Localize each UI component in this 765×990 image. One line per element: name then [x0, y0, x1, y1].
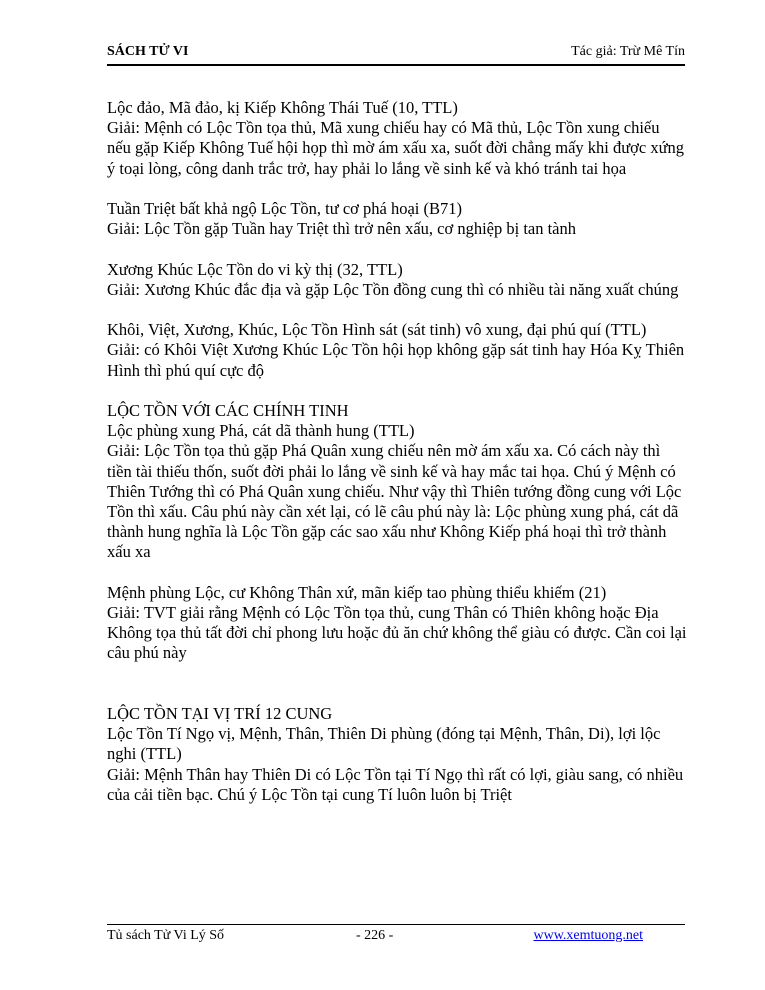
verse-block [107, 320, 687, 381]
verse-block [107, 260, 687, 300]
verse-explanation: Giải: Lộc Tồn tọa thủ gặp Phá Quân xung chiếu nên mờ ám xấu xa. Có cách này thì tiền tài thiếu thốn, suốt đời phải lo lắng về sinh kế và hay mắc tai họa. Chú ý Mệnh có Thiên Tướng thì có Phá Quân xung chiếu. Như vậy thì Thiên tướng đồng cung với Lộc Tồn thì xấu. Câu phú này cần xét lại, có lẽ câu phú này là: Lộc phùng xung phá, cát dã thành hung nghĩa là Lộc Tồn gặp các sao xấu như Không Kiếp phá hoại thì trở thành xấu xa [107, 441, 682, 562]
verse-block [107, 199, 687, 239]
verse-title: Lộc Tồn Tí Ngọ vị, Mệnh, Thân, Thiên Di phùng (đóng tại Mệnh, Thân, Di), lợi lộc nghi (TTL) [107, 724, 661, 764]
verse-explanation: Giải: Lộc Tồn gặp Tuần hay Triệt thì trở nên xấu, cơ nghiệp bị tan tành [107, 219, 577, 239]
verse-block [107, 401, 687, 563]
verse-title: Mệnh phùng Lộc, cư Không Thân xứ, mãn kiếp tao phùng thiểu khiếm (21) [107, 582, 607, 602]
page-number: - 226 - [356, 928, 394, 943]
page-header [107, 44, 685, 64]
verse-title: Tuần Triệt bất khả ngộ Lộc Tồn, tư cơ phá hoại (B71) [107, 199, 462, 218]
footer-divider [107, 924, 685, 925]
verse-explanation: Giải: Mệnh Thân hay Thiên Di có Lộc Tồn tại Tí Ngọ thì rất có lợi, giàu sang, có nhiều của cải tiền bạc. Chú ý Lộc Tồn tại cung Tí luôn luôn bị Triệt [107, 764, 684, 804]
verse-title: Xương Khúc Lộc Tồn do vi kỳ thị (32, TTL) [107, 259, 403, 279]
verse-block [107, 583, 687, 664]
section-heading: LỘC TỒN VỚI CÁC CHÍNH TINH [107, 400, 349, 420]
author-label: Tác giả: Trừ Mê Tín [571, 44, 685, 59]
verse-explanation: Giải: TVT giải rằng Mệnh có Lộc Tồn tọa thủ, cung Thân có Thiên không hoặc Địa Không tọa thủ tất đời chỉ phong lưu hoặc đủ ăn chứ không thể giàu có được. Cần coi lại câu phú này [107, 603, 687, 663]
verse-title: Khôi, Việt, Xương, Khúc, Lộc Tồn Hình sát (sát tinh) vô xung, đại phú quí (TTL) [107, 320, 647, 340]
section-heading: LỘC TỒN TẠI VỊ TRÍ 12 CUNG [107, 704, 333, 723]
verse-explanation: Giải: có Khôi Việt Xương Khúc Lộc Tồn hội họp không gặp sát tinh hay Hóa Kỵ Thiên Hình thì phú quí cực độ [107, 340, 685, 380]
verse-title: Lộc phùng xung Phá, cát dã thành hung (TTL) [107, 421, 415, 441]
verse-explanation: Giải: Mệnh có Lộc Tồn tọa thủ, Mã xung chiếu hay có Mã thủ, Lộc Tồn xung chiếu nếu gặp Kiếp Không Tuế hội họp thì mờ ám xấu xa, suốt đời chẳng mấy khi được xứng ý toại lòng, công danh trắc trở, hay phải lo lắng về sinh kế và khó tránh tai họa [107, 118, 685, 178]
page-content [107, 98, 687, 825]
website-link[interactable]: www.xemtuong.net [533, 928, 643, 943]
page-footer [107, 928, 685, 946]
verse-block [107, 704, 687, 805]
verse-title: Lộc đảo, Mã đảo, kị Kiếp Không Thái Tuế (10, TTL) [107, 98, 458, 117]
verse-block [107, 98, 687, 179]
series-name: Tủ sách Tử Vi Lý Số [107, 928, 225, 943]
book-title: SÁCH TỬ VI [107, 44, 189, 59]
header-divider [107, 64, 685, 66]
verse-explanation: Giải: Xương Khúc đắc địa và gặp Lộc Tồn đồng cung thì có nhiều tài năng xuất chúng [107, 279, 679, 299]
